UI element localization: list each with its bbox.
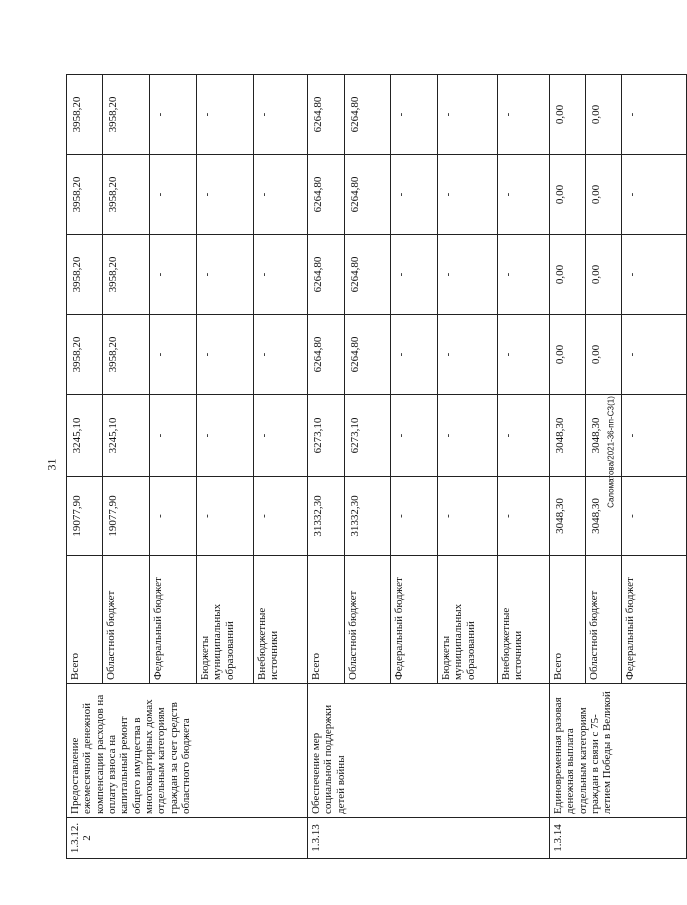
value-total: 19077,90 (67, 477, 103, 556)
item-code: 1.3.14 (550, 818, 687, 859)
value-total: 19077,90 (103, 477, 150, 556)
value-year-3: - (622, 235, 687, 315)
value-year-5: - (622, 75, 687, 155)
value-year-2: 6264,80 (345, 315, 391, 395)
value-year-1: - (438, 395, 498, 477)
value-year-2: 0,00 (550, 315, 586, 395)
value-year-1: - (391, 395, 438, 477)
value-year-3: - (438, 235, 498, 315)
value-year-2: - (438, 315, 498, 395)
value-year-1: - (622, 395, 687, 477)
value-year-2: - (498, 315, 550, 395)
funding-source: Внебюджетные источники (498, 556, 550, 684)
value-year-5: - (498, 75, 550, 155)
value-year-1: - (498, 395, 550, 477)
value-year-5: 0,00 (550, 75, 586, 155)
table-row (550, 75, 586, 859)
funding-source: Всего (308, 556, 345, 684)
value-total: - (622, 477, 687, 556)
item-code: 1.3.13 (308, 818, 550, 859)
value-total: - (150, 477, 197, 556)
funding-source: Бюджеты муниципальных образований (438, 556, 498, 684)
value-year-5: 3958,20 (103, 75, 150, 155)
value-year-2: 0,00 (586, 315, 622, 395)
value-year-2: 3958,20 (103, 315, 150, 395)
value-year-4: - (391, 155, 438, 235)
value-year-5: 3958,20 (67, 75, 103, 155)
value-year-3: 0,00 (550, 235, 586, 315)
value-total: - (438, 477, 498, 556)
value-year-3: 3958,20 (103, 235, 150, 315)
value-year-4: - (150, 155, 197, 235)
value-year-3: 6264,80 (345, 235, 391, 315)
funding-source: Всего (67, 556, 103, 684)
value-year-1: - (150, 395, 197, 477)
value-year-2: 6264,80 (308, 315, 345, 395)
value-year-5: - (150, 75, 197, 155)
value-year-2: - (197, 315, 254, 395)
funding-source: Федеральный бюджет (391, 556, 438, 684)
value-year-5: 6264,80 (308, 75, 345, 155)
item-name: Единовременная разовая денежная выплата отдельным категориям граждан в связи с 75-летием Победы в Великой (550, 684, 687, 818)
value-year-1: 6273,10 (345, 395, 391, 477)
value-year-1: 3048,30 (550, 395, 586, 477)
value-total: 3048,30 (586, 477, 622, 556)
value-year-3: - (150, 235, 197, 315)
value-year-1: 6273,10 (308, 395, 345, 477)
value-year-3: 6264,80 (308, 235, 345, 315)
value-year-5: 6264,80 (345, 75, 391, 155)
funding-source: Федеральный бюджет (622, 556, 687, 684)
item-code: 1.3.12. 2 (67, 818, 308, 859)
value-total: - (254, 477, 308, 556)
value-year-4: - (197, 155, 254, 235)
funding-source: Областной бюджет (103, 556, 150, 684)
value-total: - (197, 477, 254, 556)
value-year-5: - (254, 75, 308, 155)
value-year-2: - (150, 315, 197, 395)
value-year-1: - (197, 395, 254, 477)
value-year-3: - (254, 235, 308, 315)
value-year-3: - (197, 235, 254, 315)
value-year-4: 3958,20 (67, 155, 103, 235)
value-year-1: 3048,30 (586, 395, 622, 477)
funding-source: Областной бюджет (586, 556, 622, 684)
value-year-4: 0,00 (550, 155, 586, 235)
funding-source: Внебюджетные источники (254, 556, 308, 684)
funding-source: Федеральный бюджет (150, 556, 197, 684)
funding-source: Областной бюджет (345, 556, 391, 684)
table-row (308, 75, 345, 859)
value-total: 31332,30 (308, 477, 345, 556)
value-year-3: - (498, 235, 550, 315)
value-year-2: - (391, 315, 438, 395)
value-year-3: - (391, 235, 438, 315)
document-reference: Саломатова/2021-36-пп-СЗ(1) (606, 396, 616, 508)
value-year-4: 0,00 (586, 155, 622, 235)
value-total: 3048,30 (550, 477, 586, 556)
funding-source: Бюджеты муниципальных образований (197, 556, 254, 684)
item-name: Обеспечение мер социальной поддержки детей войны (308, 684, 550, 818)
value-year-2: - (622, 315, 687, 395)
value-year-5: - (197, 75, 254, 155)
value-year-2: - (254, 315, 308, 395)
table-row (67, 75, 103, 859)
document-table-frame (66, 75, 638, 859)
value-year-4: 3958,20 (103, 155, 150, 235)
value-total: - (391, 477, 438, 556)
funding-source: Всего (550, 556, 586, 684)
value-total: - (498, 477, 550, 556)
value-year-5: 0,00 (586, 75, 622, 155)
page-number: 31 (44, 458, 59, 471)
value-year-5: - (391, 75, 438, 155)
value-year-3: 3958,20 (67, 235, 103, 315)
item-name: Предоставление ежемесячной денежной компенсации расходов на оплату взноса на капитальный ремонт общего имущества в многоквартирных домах отдельным категориям граждан за счет средств областного бюджета (67, 684, 308, 818)
value-year-3: 0,00 (586, 235, 622, 315)
value-total: 31332,30 (345, 477, 391, 556)
value-year-4: - (498, 155, 550, 235)
value-year-4: 6264,80 (308, 155, 345, 235)
budget-table (66, 74, 687, 859)
value-year-4: - (622, 155, 687, 235)
value-year-1: 3245,10 (67, 395, 103, 477)
value-year-5: - (438, 75, 498, 155)
value-year-4: - (254, 155, 308, 235)
value-year-4: - (438, 155, 498, 235)
value-year-4: 6264,80 (345, 155, 391, 235)
value-year-2: 3958,20 (67, 315, 103, 395)
value-year-1: - (254, 395, 308, 477)
value-year-1: 3245,10 (103, 395, 150, 477)
